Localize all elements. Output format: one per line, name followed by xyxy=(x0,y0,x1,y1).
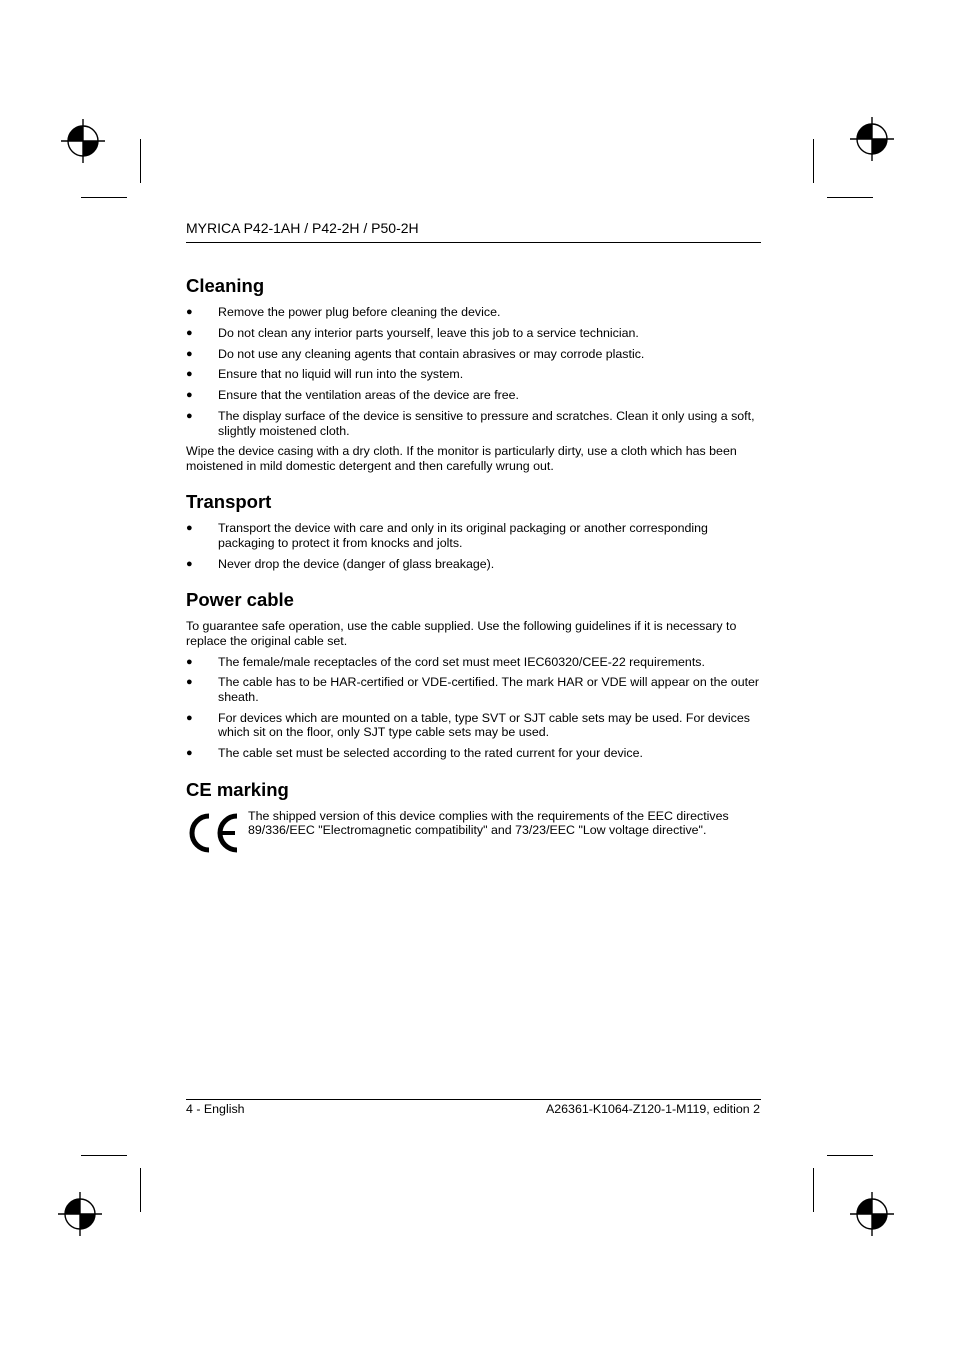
list-item-text: Ensure that the ventilation areas of the device are free. xyxy=(218,388,519,403)
bullet-icon: ● xyxy=(186,747,193,760)
trim-mark xyxy=(827,1155,873,1156)
bullet-icon: ● xyxy=(186,655,193,668)
trim-mark xyxy=(827,197,873,198)
section-transport xyxy=(186,491,761,571)
bullet-icon: ● xyxy=(186,557,193,570)
bullet-list xyxy=(186,305,761,438)
list-item xyxy=(186,711,761,740)
list-item-text: Do not clean any interior parts yourself, leave this job to a service technician. xyxy=(218,325,639,340)
list-item-text: The cable has to be HAR-certified or VDE-certified. The mark HAR or VDE will appear on the outer sheath. xyxy=(218,675,760,704)
section-power-cable xyxy=(186,589,761,760)
trim-mark xyxy=(140,1168,141,1212)
section-heading: CE marking xyxy=(186,778,289,800)
list-item-text: The display surface of the device is sensitive to pressure and scratches. Clean it only using a soft, slightly moistened cloth. xyxy=(218,408,755,438)
list-item xyxy=(186,557,761,572)
registration-mark-icon xyxy=(58,1192,102,1236)
trim-mark xyxy=(81,1155,127,1156)
bullet-icon: ● xyxy=(186,522,193,535)
power-cable-intro: To guarantee safe operation, use the cable supplied. Use the following guidelines if it is necessary to replace the original cable set. xyxy=(186,619,737,649)
footer-page-label: 4 - English xyxy=(186,1102,245,1116)
ce-mark-icon xyxy=(186,811,240,855)
list-item xyxy=(186,655,761,670)
list-item-text: Do not use any cleaning agents that contain abrasives or may corrode plastic. xyxy=(218,346,645,361)
section-heading: Transport xyxy=(186,491,272,513)
bullet-list xyxy=(186,521,761,571)
trim-mark xyxy=(813,1168,814,1212)
footer-divider xyxy=(186,1099,761,1100)
registration-mark-icon xyxy=(850,1192,894,1236)
section-ce-marking xyxy=(186,779,761,855)
cleaning-paragraph: Wipe the device casing with a dry cloth. If the monitor is particularly dirty, use a cloth which has been moistened in mild domestic detergent and then carefully wrung out. xyxy=(186,444,737,473)
section-heading: Power cable xyxy=(186,589,294,611)
list-item xyxy=(186,367,761,382)
trim-mark xyxy=(813,139,814,183)
list-item xyxy=(186,305,761,320)
bullet-icon: ● xyxy=(186,409,193,422)
list-item xyxy=(186,388,761,403)
section-cleaning xyxy=(186,275,761,473)
list-item xyxy=(186,746,761,761)
header-divider xyxy=(186,242,761,243)
page-header-title: MYRICA P42-1AH / P42-2H / P50-2H xyxy=(186,220,419,236)
bullet-icon: ● xyxy=(186,389,193,402)
list-item xyxy=(186,675,761,704)
list-item xyxy=(186,409,761,438)
registration-mark-icon xyxy=(61,119,105,163)
list-item-text: Never drop the device (danger of glass breakage). xyxy=(218,556,495,571)
list-item-text: Remove the power plug before cleaning the device. xyxy=(218,305,501,319)
bullet-icon: ● xyxy=(186,711,193,724)
bullet-icon: ● xyxy=(186,368,193,381)
list-item-text: The female/male receptacles of the cord set must meet IEC60320/CEE-22 requirements. xyxy=(218,654,705,669)
bullet-icon: ● xyxy=(186,306,193,318)
list-item-text: For devices which are mounted on a table, type SVT or SJT cable sets may be used. For devices which sit on the floor, only SJT type cable sets may be used. xyxy=(218,710,750,740)
trim-mark xyxy=(140,139,141,183)
list-item xyxy=(186,347,761,362)
bullet-icon: ● xyxy=(186,326,193,339)
ce-marking-text: The shipped version of this device complies with the requirements of the EEC directives 89/336/EEC "Electromagnetic compatibility" and 73/23/EEC "Low voltage directive". xyxy=(248,808,729,838)
list-item-text: Transport the device with care and only in its original packaging or another corresponding packaging to protect it from knocks and jolts. xyxy=(218,521,708,551)
registration-mark-icon xyxy=(850,117,894,161)
bullet-icon: ● xyxy=(186,676,193,689)
ce-row xyxy=(186,809,761,855)
footer-document-id: A26361-K1064-Z120-1-M119, edition 2 xyxy=(546,1102,760,1116)
trim-mark xyxy=(81,197,127,198)
bullet-list xyxy=(186,655,761,761)
list-item-text: Ensure that no liquid will run into the system. xyxy=(218,367,464,382)
list-item xyxy=(186,326,761,341)
page-content xyxy=(186,275,761,873)
list-item xyxy=(186,521,761,550)
list-item-text: The cable set must be selected according to the rated current for your device. xyxy=(218,746,643,761)
bullet-icon: ● xyxy=(186,347,193,360)
section-heading: Cleaning xyxy=(186,275,265,296)
